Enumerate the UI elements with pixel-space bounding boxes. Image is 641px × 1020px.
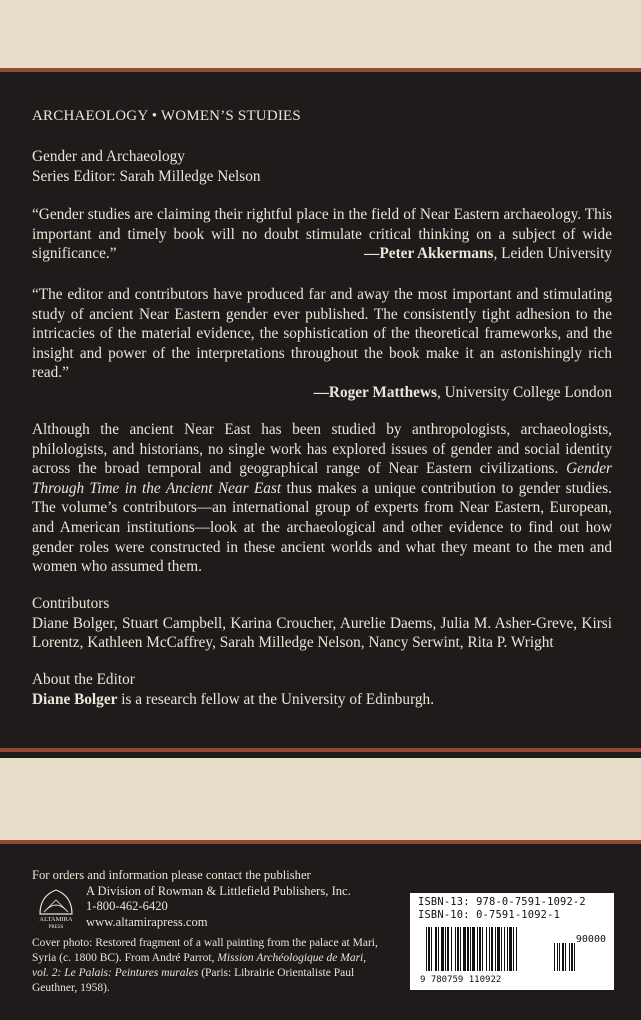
description-part-1: Although the ancient Near East has been studied by anthropologists, archaeologists, philologists, and historians, no single work has explored issues of gender and social identity across the broad temporal and geographical range of Near Eastern civilizations. <box>32 421 612 478</box>
top-cream-band <box>0 0 641 68</box>
about-heading: About the Editor <box>32 671 135 688</box>
contributors-list: Diane Bolger, Stuart Campbell, Karina Croucher, Aurelie Daems, Julia M. Asher-Greve, Kirsi Lorentz, Kathleen McCaffrey, Sarah Milledge Nelson, Nancy Serwint, Rita P. Wright <box>32 614 612 652</box>
blurb-1 <box>32 205 612 264</box>
middle-rule-bottom <box>0 840 641 844</box>
barcode-icon <box>414 921 610 985</box>
category-label: ARCHAEOLOGY • WOMEN’S STUDIES <box>32 108 301 124</box>
barcode-digits: 9 780759 110922 <box>420 975 502 985</box>
contributors-block <box>32 594 612 653</box>
blurb-2-text: “The editor and contributors have produced far and away the most important and stimulating study of ancient Near Eastern gender ever published. The consistently tight adhesion to the intricacies of the material evidence, the sophistication of the theoretical frameworks, and the insight and power of the interpretations throughout the book make it an astonishingly rich read.” <box>32 286 612 382</box>
isbn-10: ISBN-10: 0-7591-1092-1 <box>418 909 561 921</box>
blurb-1-author: —Peter Akkermans <box>364 245 494 263</box>
series-block <box>32 147 612 186</box>
description-text <box>32 420 612 577</box>
price-code: 90000 <box>575 934 606 945</box>
altamira-logo-icon <box>34 884 78 930</box>
blurb-1-affiliation: , Leiden University <box>493 245 612 263</box>
blurb-2-attribution <box>32 383 612 403</box>
blurb-2-affiliation: , University College London <box>436 383 612 401</box>
isbn-13: ISBN-13: 978-0-7591-1092-2 <box>418 896 586 908</box>
publisher-web[interactable]: www.altamirapress.com <box>86 914 208 929</box>
blurb-1-attribution <box>32 244 612 264</box>
description <box>32 420 612 577</box>
contributors-heading: Contributors <box>32 595 110 612</box>
about-editor-block <box>32 670 612 709</box>
cover-credit-part-2: (Paris: Librairie Orientaliste Paul Geuthner, 1958). <box>32 967 355 995</box>
blurb-1-text: “Gender studies are claiming their rightful place in the field of Near Eastern archaeology. This important and timely book will no doubt stimulate critical thinking on a subject of wide significance.” <box>32 206 612 263</box>
logo-text: ALTAMIRA <box>39 915 73 923</box>
publisher-division: A Division of Rowman & Littlefield Publishers, Inc. <box>86 883 351 898</box>
about-text <box>32 690 612 710</box>
editor-bio: is a research fellow at the University of Edinburgh. <box>117 690 435 708</box>
middle-rule-top <box>0 748 641 752</box>
description-part-2: thus makes a unique contribution to gender studies. The volume’s contributors—an international group of experts from Near Eastern, European, and American institutions—look at the archaeological and other evidence to find out how gender roles were constructed in these ancient worlds and what they meant to the men and women who assumed them. <box>32 479 612 576</box>
cover-credit-part-1: Cover photo: Restored fragment of a wall painting from the palace at Mari, Syria (c. 1800 BC). From André Parrot, <box>32 936 378 964</box>
middle-cream-band <box>0 758 641 840</box>
book-title: Gender Through Time in the Ancient Near East <box>32 460 612 497</box>
publisher-phone: 1-800-462-6420 <box>86 899 168 914</box>
publisher-logo <box>32 884 80 932</box>
cover-photo-credit <box>32 936 382 997</box>
top-rule <box>0 68 641 72</box>
cover-credit-title: Mission Archéologique de Mari, vol. 2: Le Palais: Peintures murales <box>32 951 367 980</box>
publisher-intro: For orders and information please contact the publisher <box>32 868 311 882</box>
logo-subtext: PRESS <box>48 924 64 930</box>
publisher-block <box>32 868 392 997</box>
barcode-block <box>410 893 614 990</box>
editor-name: Diane Bolger <box>32 690 118 708</box>
blurb-2-author: —Roger Matthews <box>313 383 437 401</box>
series-name: Gender and Archaeology <box>32 148 185 165</box>
blurb-2 <box>32 285 612 403</box>
series-editor: Series Editor: Sarah Milledge Nelson <box>32 167 261 185</box>
